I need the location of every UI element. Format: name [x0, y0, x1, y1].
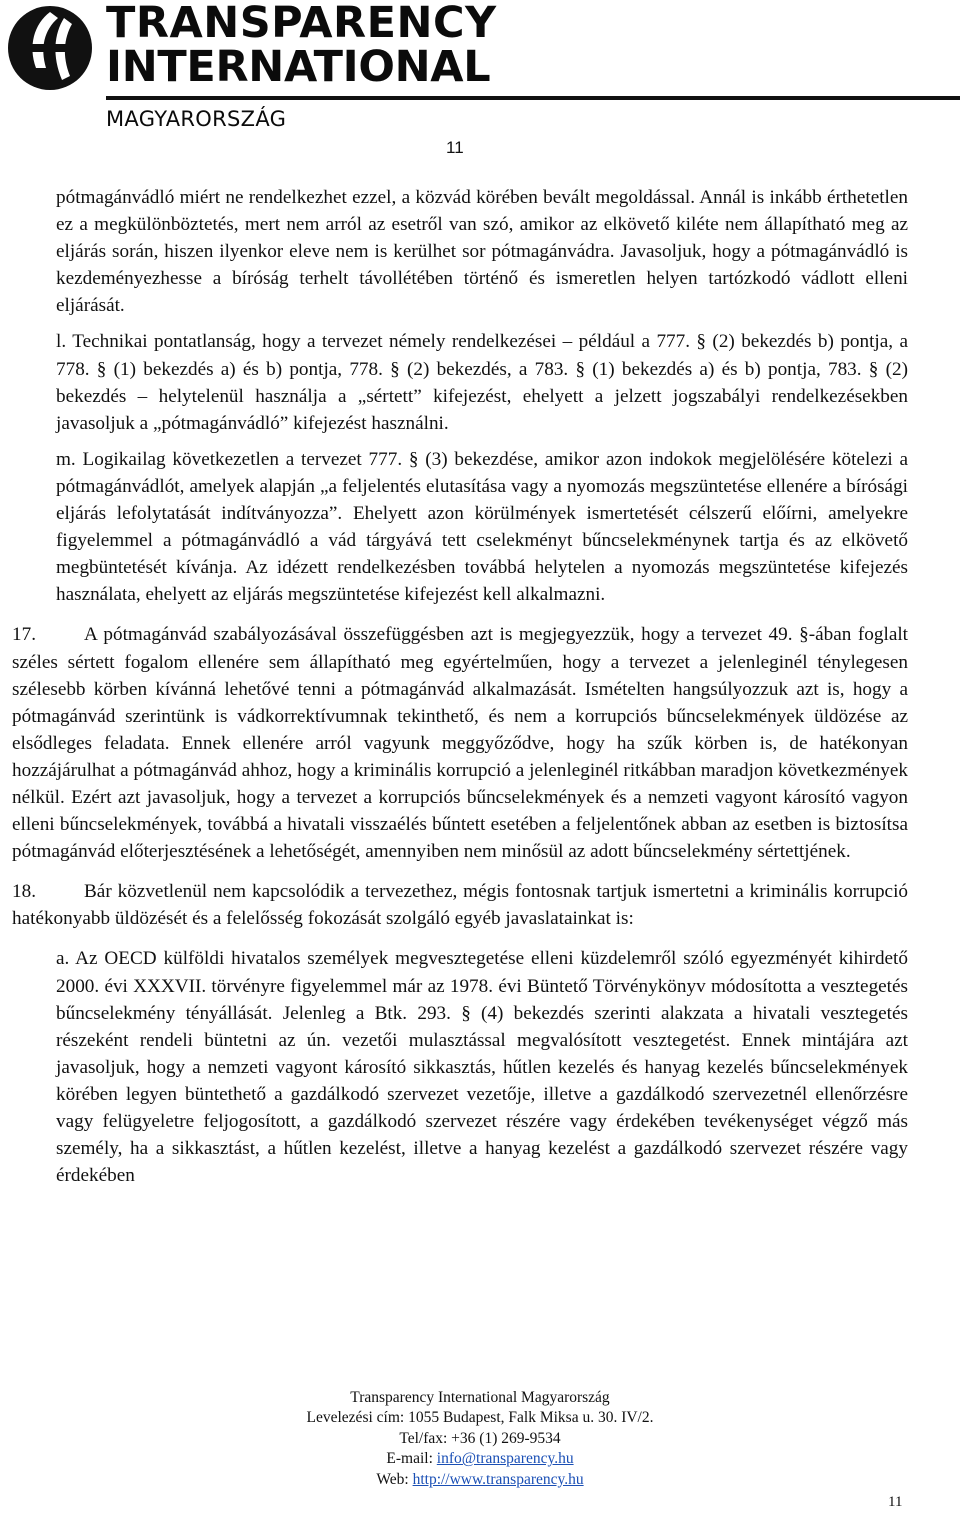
document-body — [12, 184, 908, 1189]
footer-address: Levelezési cím: 1055 Budapest, Falk Miksa u. 30. IV/2. — [306, 1409, 654, 1427]
paragraph-text: Bár közvetlenül nem kapcsolódik a tervezethez, mégis fontosnak tartjuk ismertetni a kriminális korrupció hatékonyabb üldözését és a felelősség fokozását szolgáló egyéb javaslatainkat is: — [12, 881, 908, 930]
list-item-text: Logikailag következetlen a tervezet 777. § (3) bekezdése, amikor azon indokok megjelölésére kötelezi a pótmagánvádlót, amelyek alapján „a feljelentés elutasítása vagy a nyomozás megszüntetése ellenére a bírósági eljárás lefolytatását indítványozza”. Ehelyett azon körülmények ismertetését célszerű előírni, amelyekre figyelemmel a pótmagánvádló a vád tárgyává tett cselekményt bűncselekménynek tartja és az elkövető megbüntetését kívánja. Az idézett rendelkezésben továbbá helytelen a nyomozás megszüntetése kifejezés használata, ehelyett az eljárás megszüntetése kifejezést kell alkalmazni. — [56, 448, 908, 606]
list-item-l — [56, 328, 908, 436]
list-item-label: a. — [56, 948, 70, 970]
paragraph-continuation: pótmagánvádló miért ne rendelkezhet ezzel, a közvád körében bevált megoldással. Annál is inkább érthetetlen ez a megkülönböztetés, mert nem arról az esetről van szó, amikor az elkövető kiléte nem állapítható meg az eljárás során, hiszen ilyenkor eleve nem is kerülhet sor pótmagánvádra. Javasoljuk, hogy a pótmagánvádló is kezdeményezhesse a bíróság terhelt távollétében történő és ismeretlen helyen tartózkodó vádlott elleni eljárását. — [56, 187, 908, 317]
logo-rule — [106, 96, 960, 100]
page-number-top: 11 — [446, 138, 464, 157]
footer-email-link[interactable]: info@transparency.hu — [436, 1450, 574, 1468]
footer-web-row — [0, 1470, 960, 1490]
numbered-paragraph-17 — [12, 621, 908, 865]
logo-text-line2: INTERNATIONAL — [106, 42, 491, 92]
page-number-bottom: 11 — [888, 1494, 903, 1510]
logo-text-line1: TRANSPARENCY — [106, 0, 497, 48]
footer-org: Transparency International Magyarország — [350, 1389, 610, 1406]
transparency-international-logo — [6, 0, 497, 131]
logo-emblem-icon — [6, 4, 94, 92]
list-item-text: Technikai pontatlanság, hogy a tervezet némely rendelkezései – például a 777. § (2) bekezdés b) pontja, a 778. § (1) bekezdés a) és b) pontja, 778. § (2) bekezdés, a 783. § (1) bekezdés a) és b) pontja, 783. § (2) bekezdés – helytelenül használja a „sértett” kifejezést, ehelyett a jelzett jogszabályi rendelkezésekben javasoljuk a „pótmagánvádló” kifejezést használni. — [56, 331, 908, 434]
footer-web-link[interactable]: http://www.transparency.hu — [412, 1470, 584, 1488]
list-item-m — [56, 446, 908, 609]
paragraph-text: A pótmagánvád szabályozásával összefüggésben azt is megjegyezzük, hogy a tervezet 49. §-ában foglalt széles sértett fogalom ellenére sem állapítható meg egyértelműen, hogy a tervezet a jelenleginél ténylegesen szélesebb körben kívánná lehetővé tenni a pótmagánvád alkalmazását. Ismételten hangsúlyozzuk azt is, hogy a pótmagánvád szerintünk is vádkorrektívumnak tekinthető, és nem a korrupciós bűncselekmények üldözése az elsődleges feladata. Ennek ellenére arról vagyunk meggyőződve, hogy ha szűk körben is, de hatékonyan hozzájárulhat a pótmagánvád ahhoz, hogy a kriminális korrupció a jelenleginél ritkábban maradjon következmények nélkül. Ezért azt javasoljuk, hogy a tervezet a korrupciós bűncselekmények és a nemzeti vagyont károsító vagyon elleni bűncselekmények, továbbá a hivatali visszaélés bűntett esetében a feljelentőnek abban az esetben is biztosítsa pótmagánvád előterjesztésének a lehetőségét, amennyiben nem minősül az adott bűncselekmény sértettjének. — [12, 624, 908, 863]
paragraph-number: 18. — [12, 881, 36, 903]
footer-email-row — [0, 1449, 960, 1469]
footer-web-label: Web: — [376, 1470, 413, 1488]
list-item-label: l. — [56, 331, 67, 353]
list-item-text: Az OECD külföldi hivatalos személyek megvesztegetése elleni küzdelemről szóló egyezményét kihirdető 2000. évi XXXVII. törvényre figyelemmel már az 1978. évi Büntető Törvénykönyv módosította a vesztegetés bűncselekmény tényállását. Jelenleg a Btk. 293. § (4) bekezdés szerinti alakzata a hivatali vesztegetés részeként rendeli büntetni az ún. vezetői mulasztással megvalósított vesztegetést. Ennek mintájára azt javasoljuk, hogy a nemzeti vagyont károsító sikkasztás, hűtlen kezelés és hanyag kezelés bűncselekmények körében legyen büntethető a gazdálkodó szervezet vezetője, illetve a gazdálkodó szervezetnél ellenőrzésre vagy felügyeletre feljogosított, a gazdálkodó szervezet részére vagy érdekében tevékenységet végző más személy, ha a sikkasztást, a hűtlen kezelést, illetve a hanyag kezelést a gazdálkodó szervezet részére vagy érdekében — [56, 948, 908, 1187]
list-item-a — [56, 945, 908, 1189]
logo-text-line3: MAGYARORSZÁG — [106, 107, 287, 131]
paragraph-number: 17. — [12, 624, 36, 646]
page-footer — [0, 1388, 960, 1490]
footer-email-label: E-mail: — [386, 1450, 437, 1468]
footer-phone: Tel/fax: +36 (1) 269-9534 — [399, 1429, 561, 1447]
numbered-paragraph-18 — [12, 878, 908, 932]
list-item-label: m. — [56, 448, 76, 470]
